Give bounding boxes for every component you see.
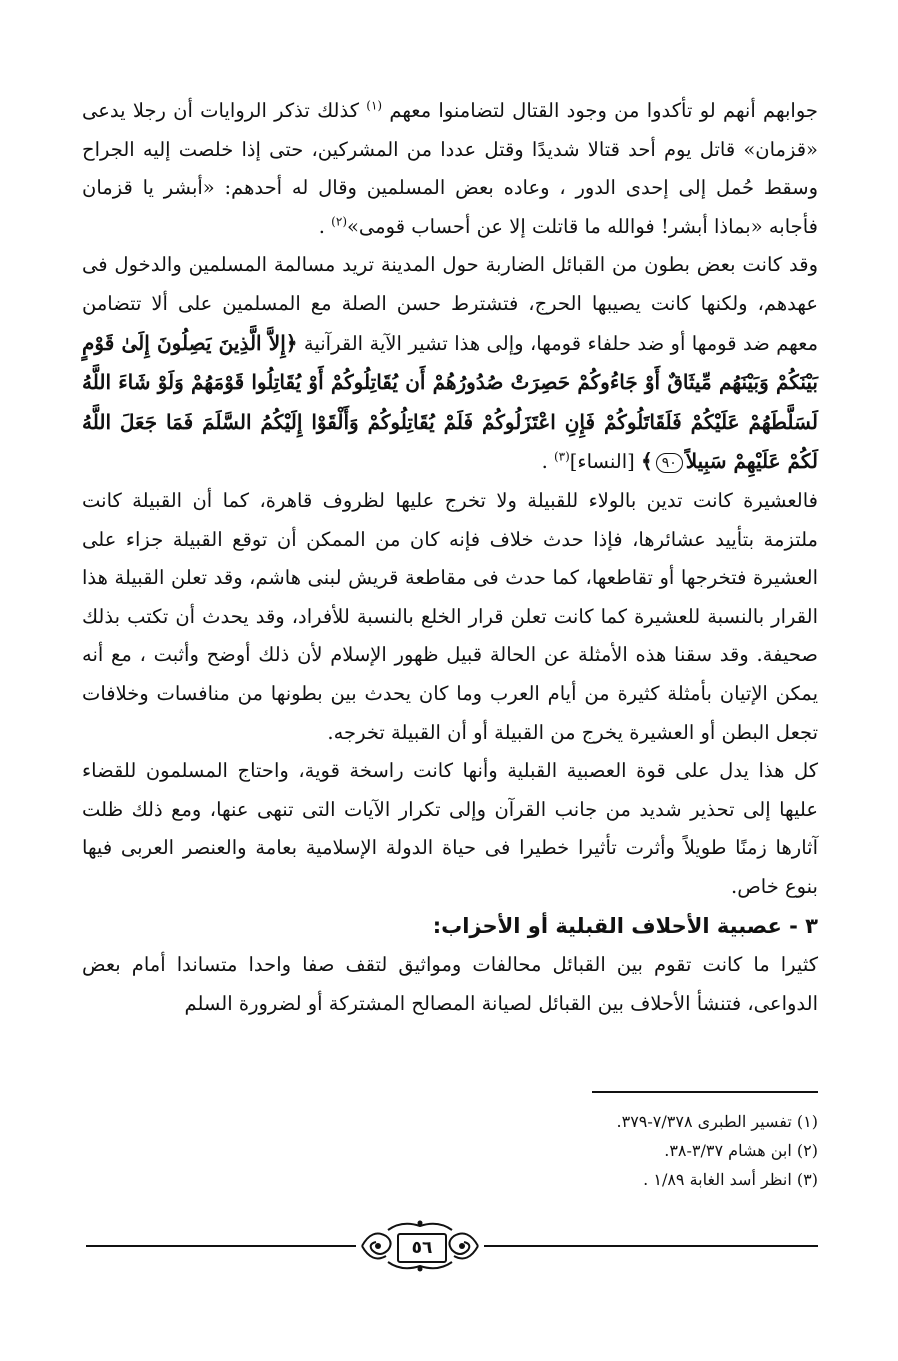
footnote-ref-1: (١) <box>366 98 383 113</box>
page-body <box>82 92 818 1024</box>
paragraph-5: كثيرا ما كانت تقوم بين القبائل محالفات ومواثيق لتقف صفا واحدا متساندا أمام بعض الدواعى، فتنشأ الأحلاف بين القبائل لصيانة المصالح المشتركة أو لضرورة السلم <box>82 953 818 1016</box>
paragraph-1-text-b: كذلك تذكر الروايات أن رجلا يدعى «قزمان» قاتل يوم أحد قتالا شديدًا وقتل عددا من المشركين، حتى إذا خلصت إليه الجراح وسقط حُمل إلى إحدى الدور ، وعاده بعض المسلمين وقال له أحدهم: «أبشر يا قزمان فأجابه «بماذا أبشر! فوالله ما قاتلت إلا عن أحساب قومى» <box>82 99 818 238</box>
bottom-rule-left <box>86 1245 356 1247</box>
footnote-3: (٣) انظر أسد الغابة ١/٨٩ . <box>643 1170 818 1189</box>
paragraph-2 <box>82 246 818 482</box>
quran-open-bracket: ﴿ <box>285 330 298 355</box>
quran-verse: إِلاَّ الَّذِينَ يَصِلُونَ إِلَىٰ قَوْمٍ بَيْنَكُمْ وَبَيْنَهُم مِّيثَاقٌ أَوْ جَاءُوكُمْ حَصِرَتْ صُدُورُهُمْ أَن يُقَاتِلُوكُمْ أَوْ يُقَاتِلُوا قَوْمَهُمْ وَلَوْ شَاءَ اللَّهُ لَسَلَّطَهُمْ عَلَيْكُمْ فَلَقَاتَلُوكُمْ فَإِنِ اعْتَزَلُوكُمْ فَلَمْ يُقَاتِلُوكُمْ وَأَلْقَوْا إِلَيْكُمُ السَّلَمَ فَمَا جَعَلَ اللَّهُ لَكُمْ عَلَيْهِمْ سَبِيلاً <box>82 330 818 474</box>
quran-close-bracket: ﴾ <box>640 449 653 474</box>
paragraph-1-end: . <box>318 214 332 238</box>
footnote-ref-3: (٣) <box>553 449 570 464</box>
paragraph-2-end: . <box>541 450 554 474</box>
footnote-ref-2: (٢) <box>331 214 347 229</box>
paragraph-3: فالعشيرة كانت تدين بالولاء للقبيلة ولا تخرج عليها لظروف قاهرة، كما أن القبيلة كانت ملتزمة بتأييد عشائرها، فإذا حدث خلاف فإنه كان من الممكن أن توقع القبيلة جزاء على العشيرة فتخرجها أو تقاطعها، كما حدث فى مقاطعة قريش لبنى هاشم، وقد تعلن القبيلة هذا القرار بالنسبة للعشيرة كما كانت تعلن قرار الخلع بالنسبة للأفراد، وقد يحدث أن تكتب بذلك صحيفة. وقد سقنا هذه الأمثلة عن الحالة قبيل ظهور الإسلام لأن ذلك أوضح وأثبت ، مع أنه يمكن الإتيان بأمثلة كثيرة من أيام العرب وما كان يحدث بين بطونها من منافسات وخلافات تجعل البطن أو العشيرة يخرج من القبيلة أو أن القبيلة تخرجه. <box>82 488 818 744</box>
bottom-rule-right <box>484 1245 818 1247</box>
paragraph-4: كل هذا يدل على قوة العصبية القبلية وأنها كانت راسخة قوية، واحتاج المسلمون للقضاء عليها إلى تحذير شديد من جانب القرآن وإلى تكرار الآيات التى تنهى عنها، ومع ذلك ظلت آثارها زمنًا طويلاً وأثرت تأثيرا خطيرا فى حياة الدولة الإسلامية بعامة والعنصر العربى فيها بنوع خاص. <box>82 759 818 898</box>
footnotes <box>218 1107 818 1194</box>
footnote-1: (١) تفسير الطبرى ٧/٣٧٨-٣٧٩. <box>616 1112 818 1131</box>
footnote-divider <box>592 1091 818 1093</box>
paragraph-2-text: وقد كانت بعض بطون من القبائل الضاربة حول المدينة تريد مسالمة المسلمين والدخول فى عهدهم، ولكنها كانت يصيبها الحرج، فتشترط حسن الصلة مع المسلمين على ألا تتضامن معهم ضد قومها أو ضد حلفاء قومها، وإلى هذا تشير الآية القرآنية <box>82 253 819 355</box>
paragraph-1 <box>82 92 818 246</box>
page-number: ٥٦ <box>397 1233 447 1263</box>
section-heading: ٣ - عصبية الأحلاف القبلية أو الأحزاب: <box>432 914 818 939</box>
ayah-number-marker: ٩٠ <box>656 453 683 473</box>
paragraph-1-text-a: جوابهم أنهم لو تأكدوا من وجود القتال لتضامنوا معهم <box>389 99 818 122</box>
footnote-2: (٢) ابن هشام ٣/٣٧-٣٨. <box>664 1141 818 1160</box>
surah-name: [النساء] <box>569 450 635 474</box>
